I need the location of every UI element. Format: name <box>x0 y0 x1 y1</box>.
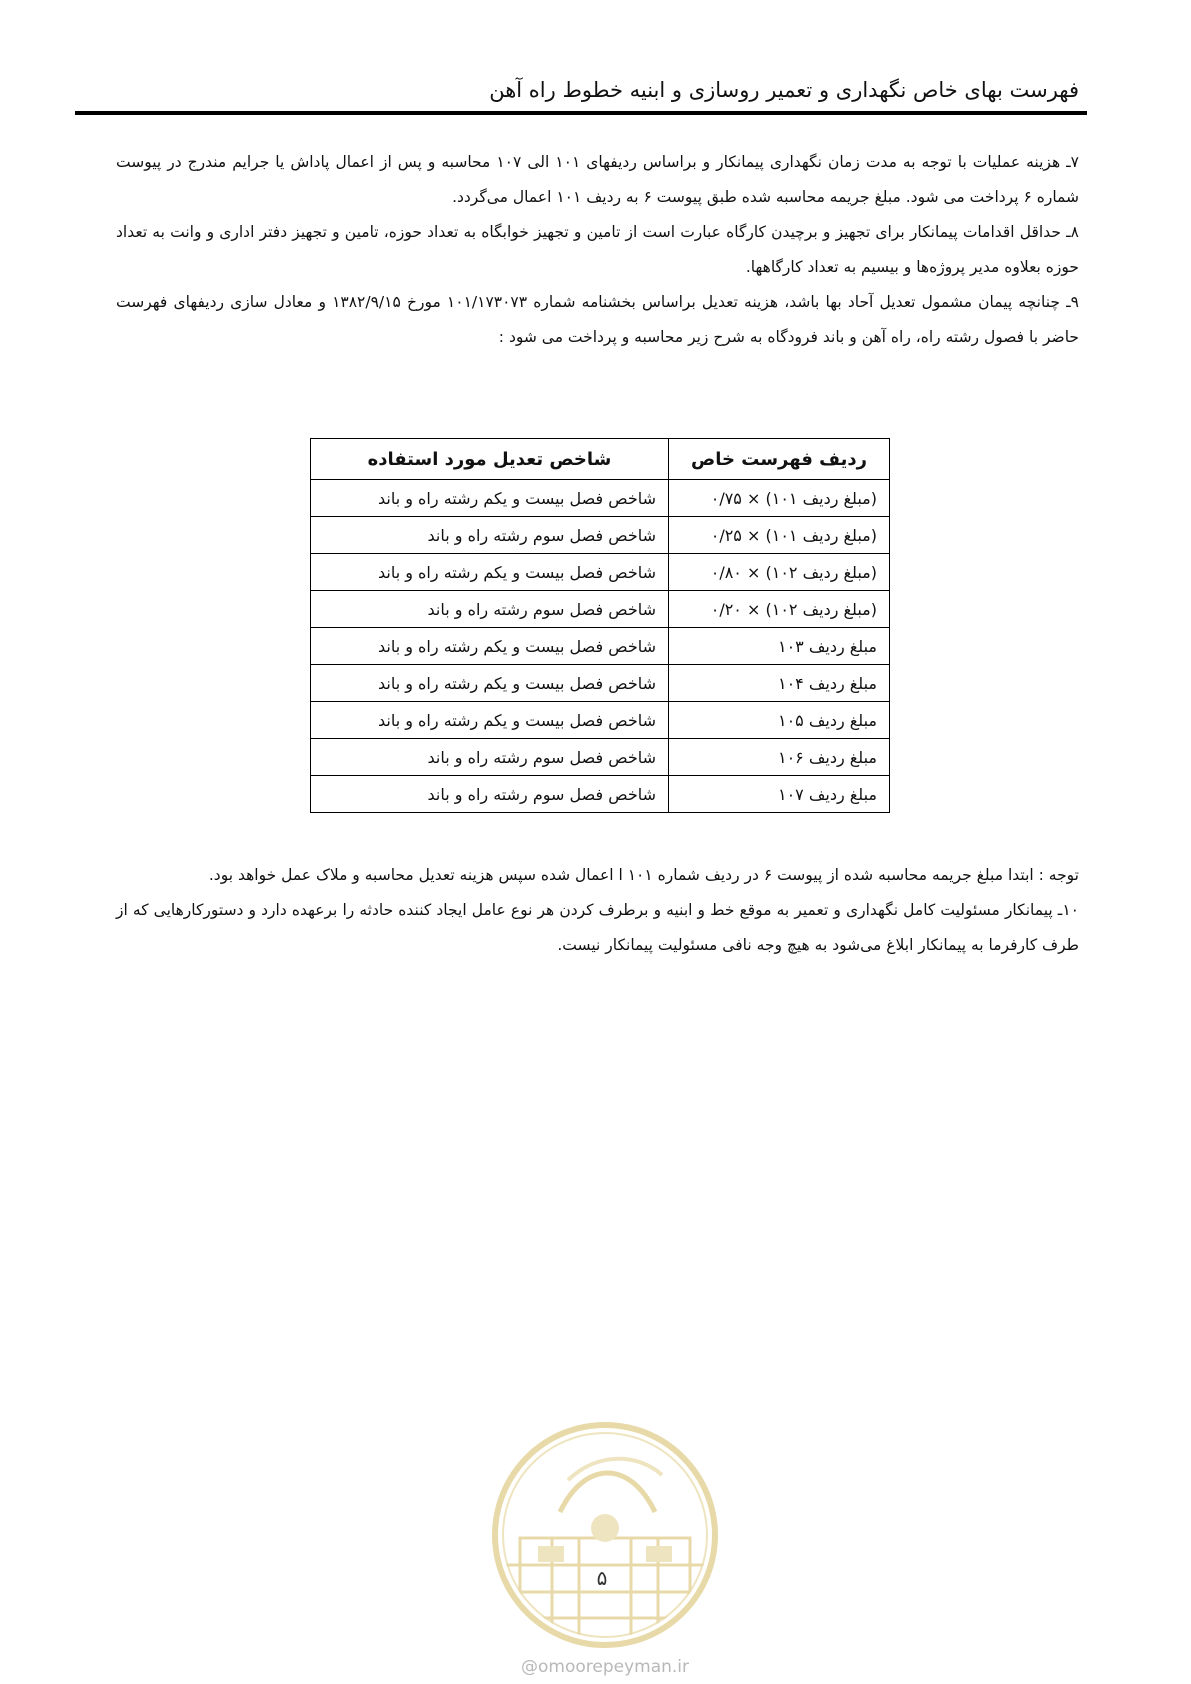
header-rule <box>75 111 1087 115</box>
table-row <box>311 628 890 665</box>
table-row <box>311 517 890 554</box>
cell-index: شاخص فصل سوم رشته راه و باند <box>311 591 669 628</box>
body-text <box>116 145 1079 355</box>
header-cell-index: شاخص تعدیل مورد استفاده <box>311 439 669 480</box>
cell-index: شاخص فصل بیست و یکم رشته راه و باند <box>311 554 669 591</box>
paragraph-8: ۸ـ حداقل اقدامات پیمانکار برای تجهیز و برچیدن کارگاه عبارت است از تامین و تجهیز خوابگاه به تعداد حوزه، تامین و تجهیز دفتر اداری و وانت به تعداد حوزه بعلاوه مدیر پروژه‌ها و بیسیم به تعداد کارگاهها. <box>116 223 1079 276</box>
note-paragraph: توجه : ابتدا مبلغ جریمه محاسبه شده از پیوست ۶ در ردیف شماره ۱۰۱ ا اعمال شده سپس هزینه تعدیل محاسبه و ملاک عمل خواهد بود. <box>208 866 1079 884</box>
cell-row: (مبلغ ردیف ۱۰۲) × ۰/۲۰ <box>669 591 890 628</box>
table-row <box>311 554 890 591</box>
cell-row: مبلغ ردیف ۱۰۴ <box>669 665 890 702</box>
cell-row: (مبلغ ردیف ۱۰۱) × ۰/۲۵ <box>669 517 890 554</box>
page-header-title: فهرست بهای خاص نگهداری و تعمیر روسازی و ابنیه خطوط راه آهن <box>489 78 1079 102</box>
table-header-row <box>311 439 890 480</box>
table-row <box>311 739 890 776</box>
cell-row: مبلغ ردیف ۱۰۳ <box>669 628 890 665</box>
cell-row: مبلغ ردیف ۱۰۷ <box>669 776 890 813</box>
paragraph-7: ۷ـ هزینه عملیات با توجه به مدت زمان نگهداری پیمانکار و براساس ردیفهای ۱۰۱ الی ۱۰۷ محاسبه و پس از اعمال پاداش یا جرایم مندرج در پیوست شماره ۶ پرداخت می شود. مبلغ جریمه محاسبه شده طبق پیوست ۶ به ردیف ۱۰۱ اعمال می‌گردد. <box>116 153 1079 206</box>
cell-index: شاخص فصل سوم رشته راه و باند <box>311 517 669 554</box>
cell-index: شاخص فصل سوم رشته راه و باند <box>311 739 669 776</box>
website-watermark: @omoorepeyman.ir <box>520 1657 690 1677</box>
cell-row: مبلغ ردیف ۱۰۶ <box>669 739 890 776</box>
cell-row: مبلغ ردیف ۱۰۵ <box>669 702 890 739</box>
paragraph-10: ۱۰ـ پیمانکار مسئولیت کامل نگهداری و تعمیر به موقع خط و ابنیه و برطرف کردن هر نوع عامل ایجاد کننده حادثه را برعهده دارد و دستورکارهایی که از طرف کارفرما به پیمانکار ابلاغ می‌شود به هیچ وجه نافی مسئولیت پیمانکار نیست. <box>116 901 1079 954</box>
seal-logo-icon <box>490 1420 720 1650</box>
cell-index: شاخص فصل بیست و یکم رشته راه و باند <box>311 628 669 665</box>
table-row <box>311 591 890 628</box>
table-row <box>311 776 890 813</box>
cell-row: (مبلغ ردیف ۱۰۲) × ۰/۸۰ <box>669 554 890 591</box>
table-row <box>311 480 890 517</box>
cell-index: شاخص فصل بیست و یکم رشته راه و باند <box>311 480 669 517</box>
cell-index: شاخص فصل بیست و یکم رشته راه و باند <box>311 702 669 739</box>
header-cell-row: ردیف فهرست خاص <box>669 439 890 480</box>
cell-row: (مبلغ ردیف ۱۰۱) × ۰/۷۵ <box>669 480 890 517</box>
table-row <box>311 665 890 702</box>
table-body <box>311 480 890 813</box>
cell-index: شاخص فصل بیست و یکم رشته راه و باند <box>311 665 669 702</box>
adjustment-table-wrap <box>310 438 890 813</box>
page-number: ۵ <box>596 1566 608 1590</box>
adjustment-table <box>310 438 890 813</box>
cell-index: شاخص فصل سوم رشته راه و باند <box>311 776 669 813</box>
table-row <box>311 702 890 739</box>
note-text <box>116 858 1079 963</box>
paragraph-9: ۹ـ چنانچه پیمان مشمول تعدیل آحاد بها باشد، هزینه تعدیل براساس بخشنامه شماره ۱۰۱/۱۷۳۰۷۳ مورخ ۱۳۸۲/۹/۱۵ و معادل سازی ردیفهای فهرست حاضر با فصول رشته راه، راه آهن و باند فرودگاه به شرح زیر محاسبه و پرداخت می شود : <box>116 293 1079 346</box>
